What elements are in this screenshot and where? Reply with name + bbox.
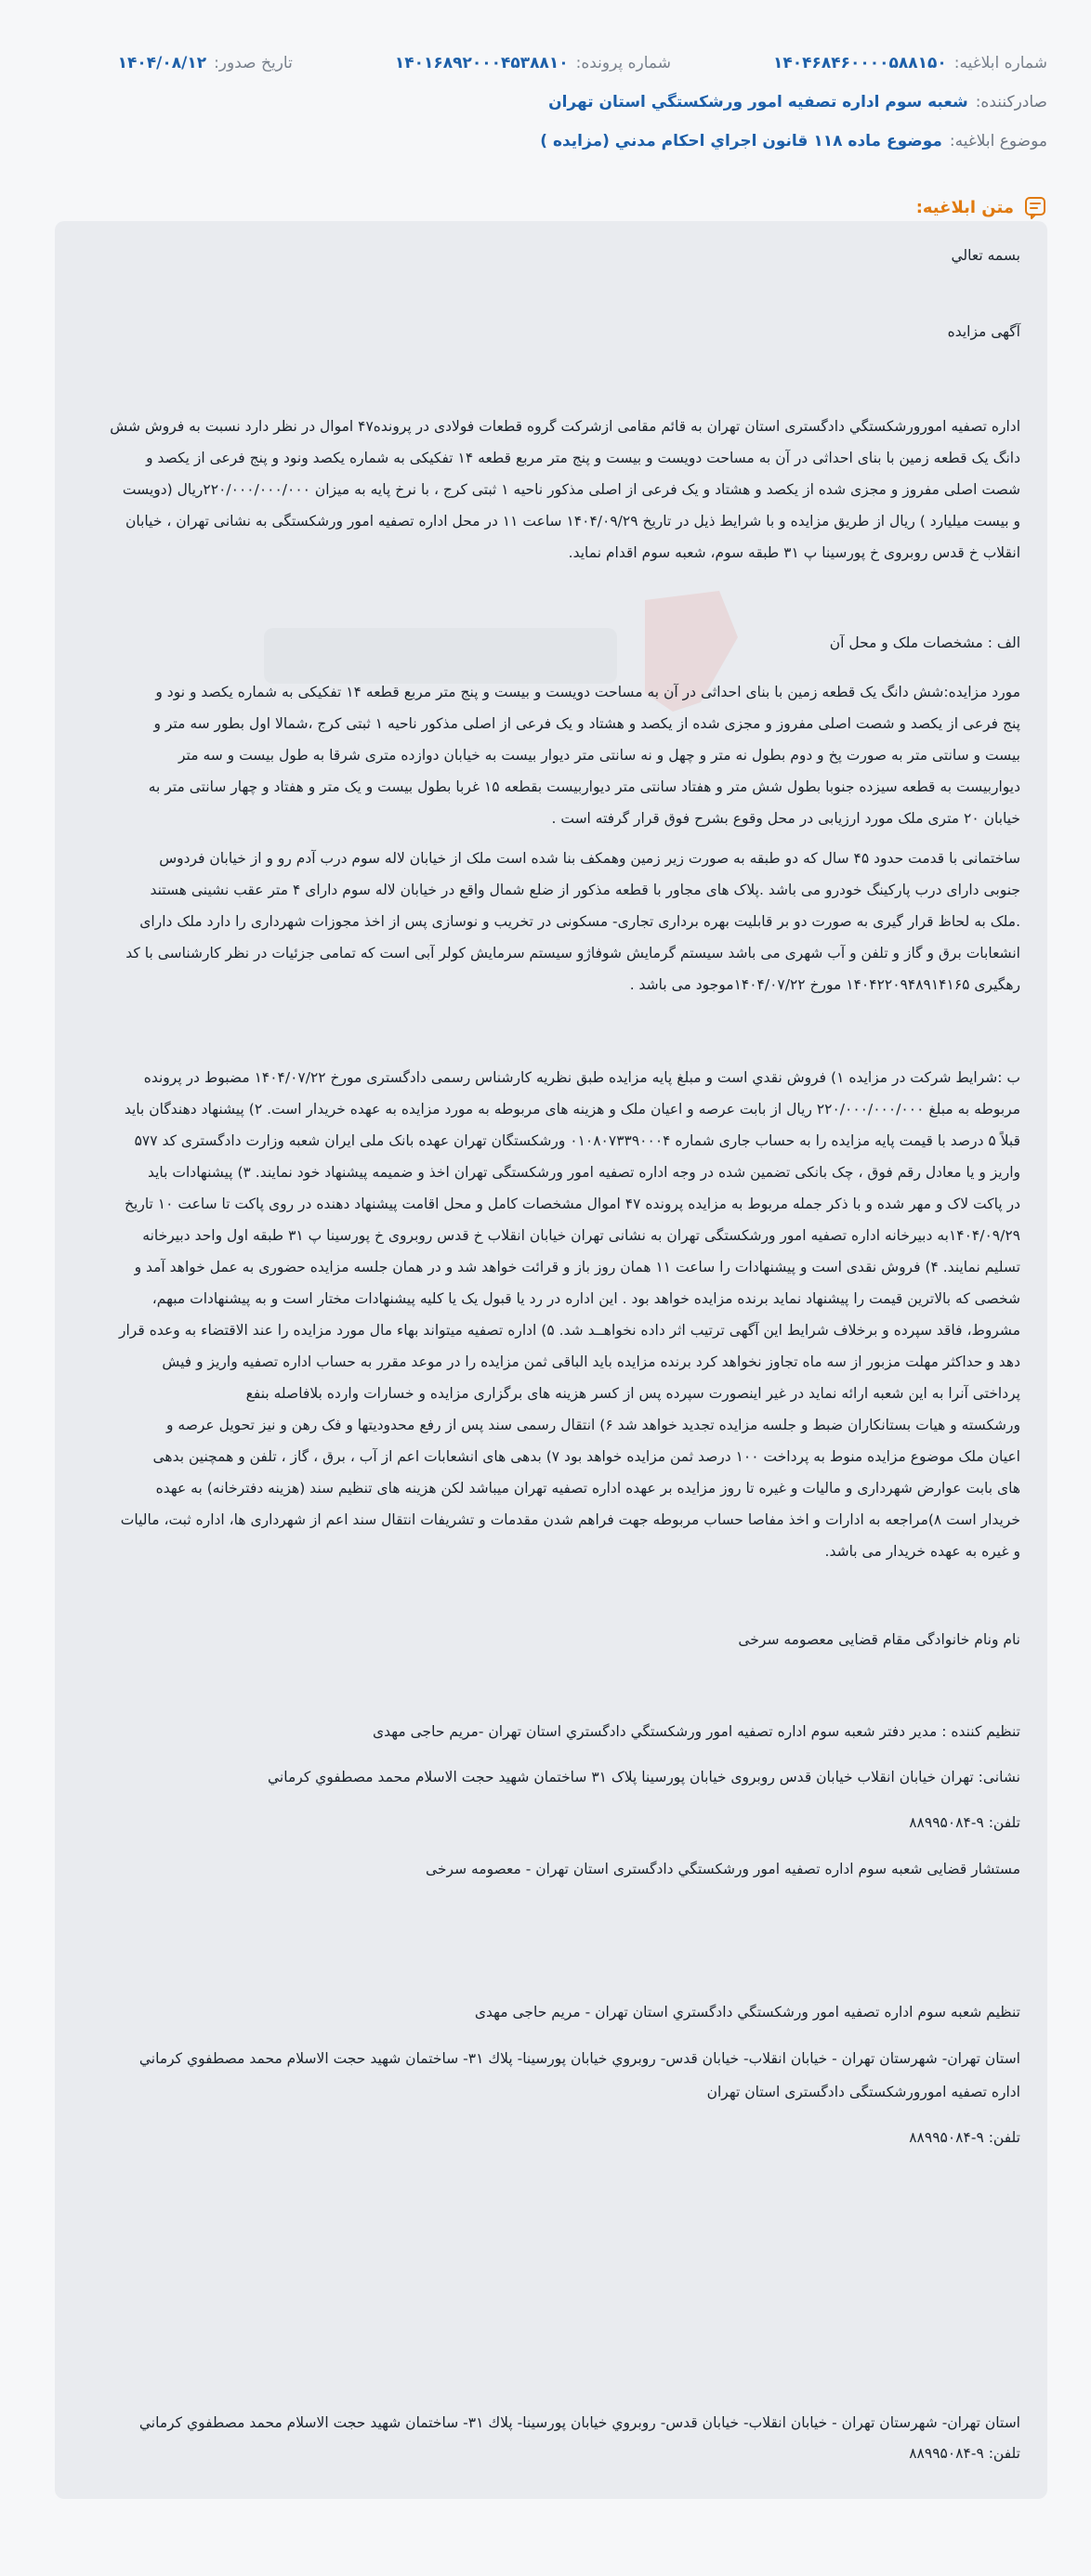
intro-paragraph [71,411,1020,569]
notice-number [773,48,1047,78]
prepared-by: تنظیم کننده : مدیر دفتر شعبه سوم اداره تصفيه امور ورشكستگي دادگستري استان تهران -مریم حاجی مهدی [373,1723,1020,1740]
document-text-icon [1023,195,1047,219]
footer-address: استان تهران- شهرستان تهران - خیابان انقلاب- خیابان قدس- روبروي خيابان پورسينا- پلاك ۳۱- ساختمان شهيد حجت الاسلام محمد مصطفوي كرماني [138,2414,1020,2431]
case-number-value: ۱۴۰۱۶۸۹۲۰۰۰۴۵۳۸۸۱۰ [394,54,569,72]
section-b-line: خریدار است ۸)مراجعه به ادارات و اخذ مفاصا حساب مربوطه جهت فراهم شدن مقدمات و تشریفات انتقال سند اعم از شهرداری ها، اداره ثبت، مالیات [120,1511,1020,1528]
section-b-conditions [71,1062,1020,1567]
section-a-building [71,843,1020,1000]
section-a-property [71,676,1020,834]
notice-title: آگهی مزایده [947,323,1020,340]
meta-row-ids [44,48,1047,78]
notice-text-label: متن ابلاغیه: [915,197,1014,217]
section-a-line: بیست و سانتی متر به صورت پخ و دوم بطول نه متر و چهل و نه سانتی متر دیوار بیست به خیابان دوازده متری شرقا به طول بیست و سه متر [177,747,1020,764]
issuer-value: شعبه سوم اداره تصفيه امور ورشكستگي استان تهران [548,93,968,111]
prepared-by-branch: تنظیم شعبه سوم اداره تصفيه امور ورشكستگي دادگستري استان تهران - مریم حاجی مهدی [474,2004,1020,2020]
section-a-line: .ملک به لحاظ قرار گیری به صورت دو بر قابلیت بهره برداری تجاری- مسکونی در تخریب و نوسازی پس از اخذ مجوزات شهرداری را دارد ملک دارای [139,913,1020,930]
section-a-line: ساختمانی با قدمت حدود ۴۵ سال که دو طبقه به صورت زیر زمین وهمکف بنا شده است ملک از خیابان لاله سوم درب آدم رو و از خیابان فردوس [159,850,1020,867]
footer-phone: تلفن: ۹-۸۸۹۹۵۰۸۴ [909,2445,1020,2462]
case-number-label: شماره پرونده: [575,54,671,72]
section-b-line: های بابت عوارض شهرداری و مالیات و غیره تا روز مزایده بر عهده اداره تصفیه تهران میباشد لکن هزینه های تنظیم سند (هزینه دفترخانه) به عهده [155,1480,1020,1497]
section-a-line: پنج فرعی از یکصد و شصت اصلی مفروز و مجزی شده از یکصد و هشتاد و یک فرعی از اصلی مذکور ناحیه ۱ ثبتی کرج ،شمالا اول بطور سه متر و [153,715,1020,732]
case-number [395,48,671,78]
section-a-line: خیابان ۲۰ متری ملک مورد ارزیابی در محل وقوع بشرح فوق قرار گرفته است . [551,810,1020,827]
intro-line: دانگ یک قطعه زمین با بنای احداثی در آن به مساحت دویست و بیست و پنج متر مربع قطعه ۱۴ تفکیکی به شماره یکصد ونود و پنج فرعی از یکصد و [146,450,1020,466]
intro-line: انقلاب خ قدس روبروی خ پورسینا پ ۳۱ طبقه سوم، شعبه سوم اقدام نماید. [568,544,1020,561]
section-a-line: دیواربیست به قطعه سیزده جنوبا بطول شش متر و هفتاد سانتی متر دیواربیست بقطعه ۱۵ غربا بطول بیست و یک متر و هفتاد و چهار سانتی متر به [148,778,1020,795]
section-a-line: مورد مزایده:شش دانگ یک قطعه زمین با بنای احداثی در آن به مساحت دویست و بیست و پنج متر مربع قطعه ۱۴ تفکیکی به شماره یکصد و نود و [155,684,1020,700]
section-b-line: ورشکسته و هیات بستانکاران ضبط و جلسه مزایده تجدید خواهد شد ۶) انتقال رسمی سند پس از رفع محدودیتها و فک رهن و نیز تحویل عرصه و [165,1417,1020,1433]
meta-row-issuer [44,87,1047,117]
section-b-line: مربوطه به مبلغ ۲۲۰/۰۰۰/۰۰۰/۰۰۰ ریال از بابت عرصه و اعیان ملک و هزینه های مربوطه به مورد مزایده به عهده خریدار است. ۲) پیشنهاد دهندگان باید [124,1101,1020,1118]
subject-value: موضوع ماده ۱۱۸ قانون اجراي احكام مدني (مزايده ) [540,132,942,150]
section-b-line: ب :شرایط شرکت در مزایده ۱) فروش نقدي است و مبلغ پایه مزایده طبق نظریه کارشناس رسمی دادگستری مورخ ۱۴۰۴/۰۷/۲۲ مضبوط در پرونده [143,1069,1020,1086]
section-b-line: ۱۴۰۴/۰۹/۲۹به دبیرخانه اداره تصفیه امور ورشکستگی تهران به نشانی تهران خیابان انقلاب خ قدس روبروی خ پورسینا پ ۳۱ طبقه اول واحد دبیرخانه [142,1227,1020,1244]
bismillah: بسمه تعالي [951,247,1020,264]
section-b-line: پرداختی آنرا به این شعبه ارائه نماید در غیر اینصورت سپرده پس از کسر هزینه های برگزاری مزایده و خسارات وارده بلافاصله بنفع [245,1385,1020,1402]
branch-phone: تلفن: ۹-۸۸۹۹۵۰۸۴ [909,2129,1020,2146]
section-b-line: اعیان ملک موضوع مزایده منوط به پرداخت ۱۰۰ درصد ثمن مزایده خواهد بود ۷) بدهی های انشعابات اعم از آب ، برق ، گاز ، تلفن و همچنین بدهی [152,1448,1020,1465]
subject-label: موضوع ابلاغیه: [949,132,1047,150]
judicial-authority-name: نام ونام خانوادگی مقام قضایی معصومه سرخی [738,1631,1020,1648]
section-a-title: الف : مشخصات ملک و محل آن [829,634,1020,651]
section-b-line: مشروط، فاقد سپرده و برخلاف شرایط این آگهی ترتیب اثر داده نخواهــد شد. ۵) اداره تصفیه میتواند بهاء مال مورد مزایده را عند الاقتضاء به وعده قرار [119,1322,1020,1339]
issue-date [118,48,293,78]
branch-office-name: اداره تصفیه امورورشکستگی دادگستری استان تهران [706,2084,1020,2100]
notice-number-value: ۱۴۰۴۶۸۴۶۰۰۰۰۵۸۸۱۵۰ [772,54,947,72]
section-b-line: تسلیم نمایند. ۴) فروش نقدی است و پیشنهادات را ساعت ۱۱ همان روز باز و قرائت خواهد شد و در همان جلسه مزایده حضوری به عمل خواهد آمد و [134,1259,1020,1275]
issuer-label: صادرکننده: [975,93,1047,111]
office-address: نشانی: تهران خیابان انقلاب خیابان قدس روبروی خیابان پورسینا پلاک ۳۱ ساختمان شهید حجت الاسلام محمد مصطفوي كرماني [268,1769,1020,1785]
issue-date-value: ۱۴۰۴/۰۸/۱۲ [117,54,207,72]
intro-line: و بیست میلیارد ) ریال از طریق مزایده و با شرایط ذیل در تاریخ ۱۴۰۴/۰۹/۲۹ ساعت ۱۱ در محل اداره تصفیه امور ورشکستگی به نشانی تهران ، خیابان [125,513,1020,530]
section-a-line: رهگیری ۱۴۰۴۲۲۰۹۴۸۹۱۴۱۶۵ مورخ ۱۴۰۴/۰۷/۲۲موجود می باشد . [629,976,1020,993]
section-b-line: و غیره به عهده خریدار می باشد. [824,1543,1020,1560]
issue-date-label: تاریخ صدور: [214,54,293,72]
office-phone: تلفن: ۹-۸۸۹۹۵۰۸۴ [909,1814,1020,1831]
meta-row-subject [44,126,1047,156]
notice-number-label: شماره ابلاغیه: [953,54,1047,72]
section-b-line: شخصی که بالاترین قیمت را پیشنهاد نماید برنده مزایده خواهد بود . این اداره در رد یا قبول یک یا کلیه پیشنهادات مختار است و به پیشنهادات مبهم، [151,1290,1020,1307]
intro-line: شصت اصلی مفروز و مجزی شده از یکصد و هشتاد و یک فرعی از اصلی مذکور ناحیه ۱ ثبتی کرج ، با نرخ پایه به میزان ۲۲۰/۰۰۰/۰۰۰/۰۰۰ریال (دویست [122,481,1020,498]
section-a-line: انشعابات برق و گاز و تلفن و آب شهری می باشد سیستم گرمایش شوفاژو سیستم سرمایش کولر آبی است که تمامی جزئیات در نظر کارشناسی با کد [125,945,1020,961]
section-b-line: واریز و یا معادل رقم فوق ، چک بانکی تضمین شده در وجه اداره تصفیه امور ورشکستگی تهران اخذ و ضمیمه پیشنهاد خود نمایند. ۳) پیشنهادات باید [147,1164,1020,1181]
section-b-line: دهد و حداکثر مهلت مزبور از سه ماه تجاوز نخواهد کرد برنده مزایده باید الباقی ثمن مزایده را در موعد مقرر به حساب اداره تصفیه واریز و فیش [162,1353,1020,1370]
notice-meta [0,0,1091,156]
section-a-line: جنوبی دارای درب پارکینگ خودرو می باشد .پلاک های مجاور با قطعه مذکور از ضلع شمال واقع در خیابان لاله سوم دارای ۴ متر عقب نشینی هستند [150,882,1020,898]
section-b-line: قبلاً ۵ درصد با قیمت پایه مزایده را به حساب جاری شماره ۰۱۰۸۰۷۳۳۹۰۰۰۴ ورشکستگان تهران عهده بانک ملی ایران شعبه وزارت دادگستری کد ۵۷۷ [134,1132,1020,1149]
intro-line: اداره تصفیه امورورشکستگي دادگستری استان تهران به قائم مقامی ازشرکت گروه قطعات فولادی در پرونده۴۷ اموال در نظر دارد نسبت به فروش شش [110,418,1020,435]
section-b-line: در پاکت لاک و مهر شده و با ذکر جمله مربوط به مزایده پرونده ۴۷ اموال مشخصات کامل و محل اقامت پیشنهاد دهنده در روی پاکت تا ساعت ۱۰ تاریخ [125,1196,1020,1212]
branch-address-line: استان تهران- شهرستان تهران - خیابان انقلاب- خیابان قدس- روبروي خيابان پورسينا- پلاك ۳۱- ساختمان شهيد حجت الاسلام محمد مصطفوي كرماني [138,2050,1020,2067]
notice-text-header [44,193,1047,221]
judicial-advisor: مستشار قضایی شعبه سوم اداره تصفيه امور ورشكستگي دادگستری استان تهران - معصومه سرخی [426,1861,1020,1877]
